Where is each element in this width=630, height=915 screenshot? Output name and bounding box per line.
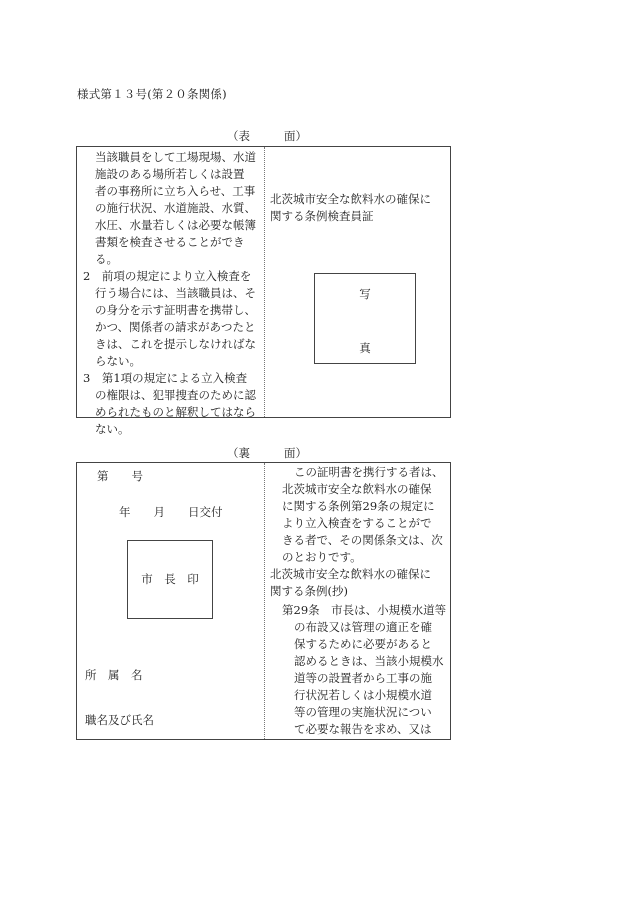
text-line: のとおりです。 [282,550,362,564]
back-side-label [227,445,307,461]
text-line: この証明書を携行する者は、 [294,465,444,479]
front-side-label-left: （表 [227,129,250,143]
text-line: 保するために必要があると [294,637,432,651]
form-title: 様式第１３号(第２０条関係) [77,87,227,101]
front-side-label [227,128,307,144]
text-line: かつ、関係者の請求があつたと [95,320,256,334]
text-line: 北茨城市安全な飲料水の確保に [270,192,431,206]
text-line: に関する条例第29条の規定に [282,499,435,513]
text-line: 道等の設置者から工事の施 [294,671,432,685]
text-line: の施行状況、水道施設、水質、 [95,201,256,215]
text-line: 3 第1項の規定による立入検査 [83,371,248,385]
back-card-divider [264,463,265,739]
certificate-number: 第 号 [97,469,143,483]
back-right-intro [270,464,450,566]
text-line: 当該職員をして工場現場、水道 [95,150,256,164]
text-line: 行状況若しくは小規模水道 [294,688,432,702]
front-paragraph-3 [83,370,263,438]
text-line: の布設又は管理の適正を確 [294,620,432,634]
photo-label-top: 写 [359,287,371,301]
certificate-title [270,191,448,225]
text-line: 北茨城市安全な飲料水の確保 [282,482,432,496]
text-line: められたものと解釈してはなら [95,405,256,419]
issue-date: 年 月 日交付 [119,505,223,519]
back-card [76,462,451,740]
text-line: 行う場合には、当該職員は、そ [95,286,256,300]
text-line: 2 前項の規定により立入検査を [83,269,252,283]
ordinance-title [270,566,450,600]
text-line: 等の管理の実施状況につい [294,705,432,719]
front-paragraph-1 [83,149,263,268]
text-line: きは、これを提示しなければな [95,337,256,351]
back-side-label-right: 面） [284,446,307,460]
text-line: 関する条例(抄) [270,584,348,598]
front-paragraph-2 [83,268,263,370]
text-line: 者の事務所に立ち入らせ、工事 [95,184,256,198]
text-line: 書類を検査させることができ [95,235,245,249]
text-line: て必要な報告を求め、又は [294,722,432,736]
text-line: の権限は、犯罪捜査のために認 [95,388,256,402]
front-side-label-right: 面） [284,129,307,143]
back-side-label-left: （裏 [227,446,250,460]
text-line: 認めるときは、当該小規模水 [294,654,444,668]
text-line: 第29条 市長は、小規模水道等 [282,603,447,617]
text-line: ない。 [95,422,130,436]
text-line: 北茨城市安全な飲料水の確保に [270,567,431,581]
article-29-text [282,602,452,738]
text-line: 関する条例検査員証 [270,209,374,223]
front-left-text [83,149,263,438]
name-label: 職名及び氏名 [85,713,154,727]
text-line: らない。 [95,354,141,368]
mayor-seal-box [127,540,213,619]
front-card-divider [264,147,265,417]
text-line: 施設のある場所若しくは設置 [95,167,245,181]
text-line: の身分を示す証明書を携帯し、 [95,303,256,317]
photo-label-bottom: 真 [359,341,371,355]
mayor-seal-label: 市 長 印 [141,572,199,586]
front-card [76,146,451,436]
affiliation-label: 所 属 名 [85,668,143,682]
photo-placeholder [314,273,416,364]
text-line: 水圧、水量若しくは必要な帳簿 [95,218,256,232]
text-line: より立入検査をすることがで [282,516,432,530]
text-line: る。 [95,252,118,266]
text-line: きる者で、その関係条文は、次 [282,533,443,547]
